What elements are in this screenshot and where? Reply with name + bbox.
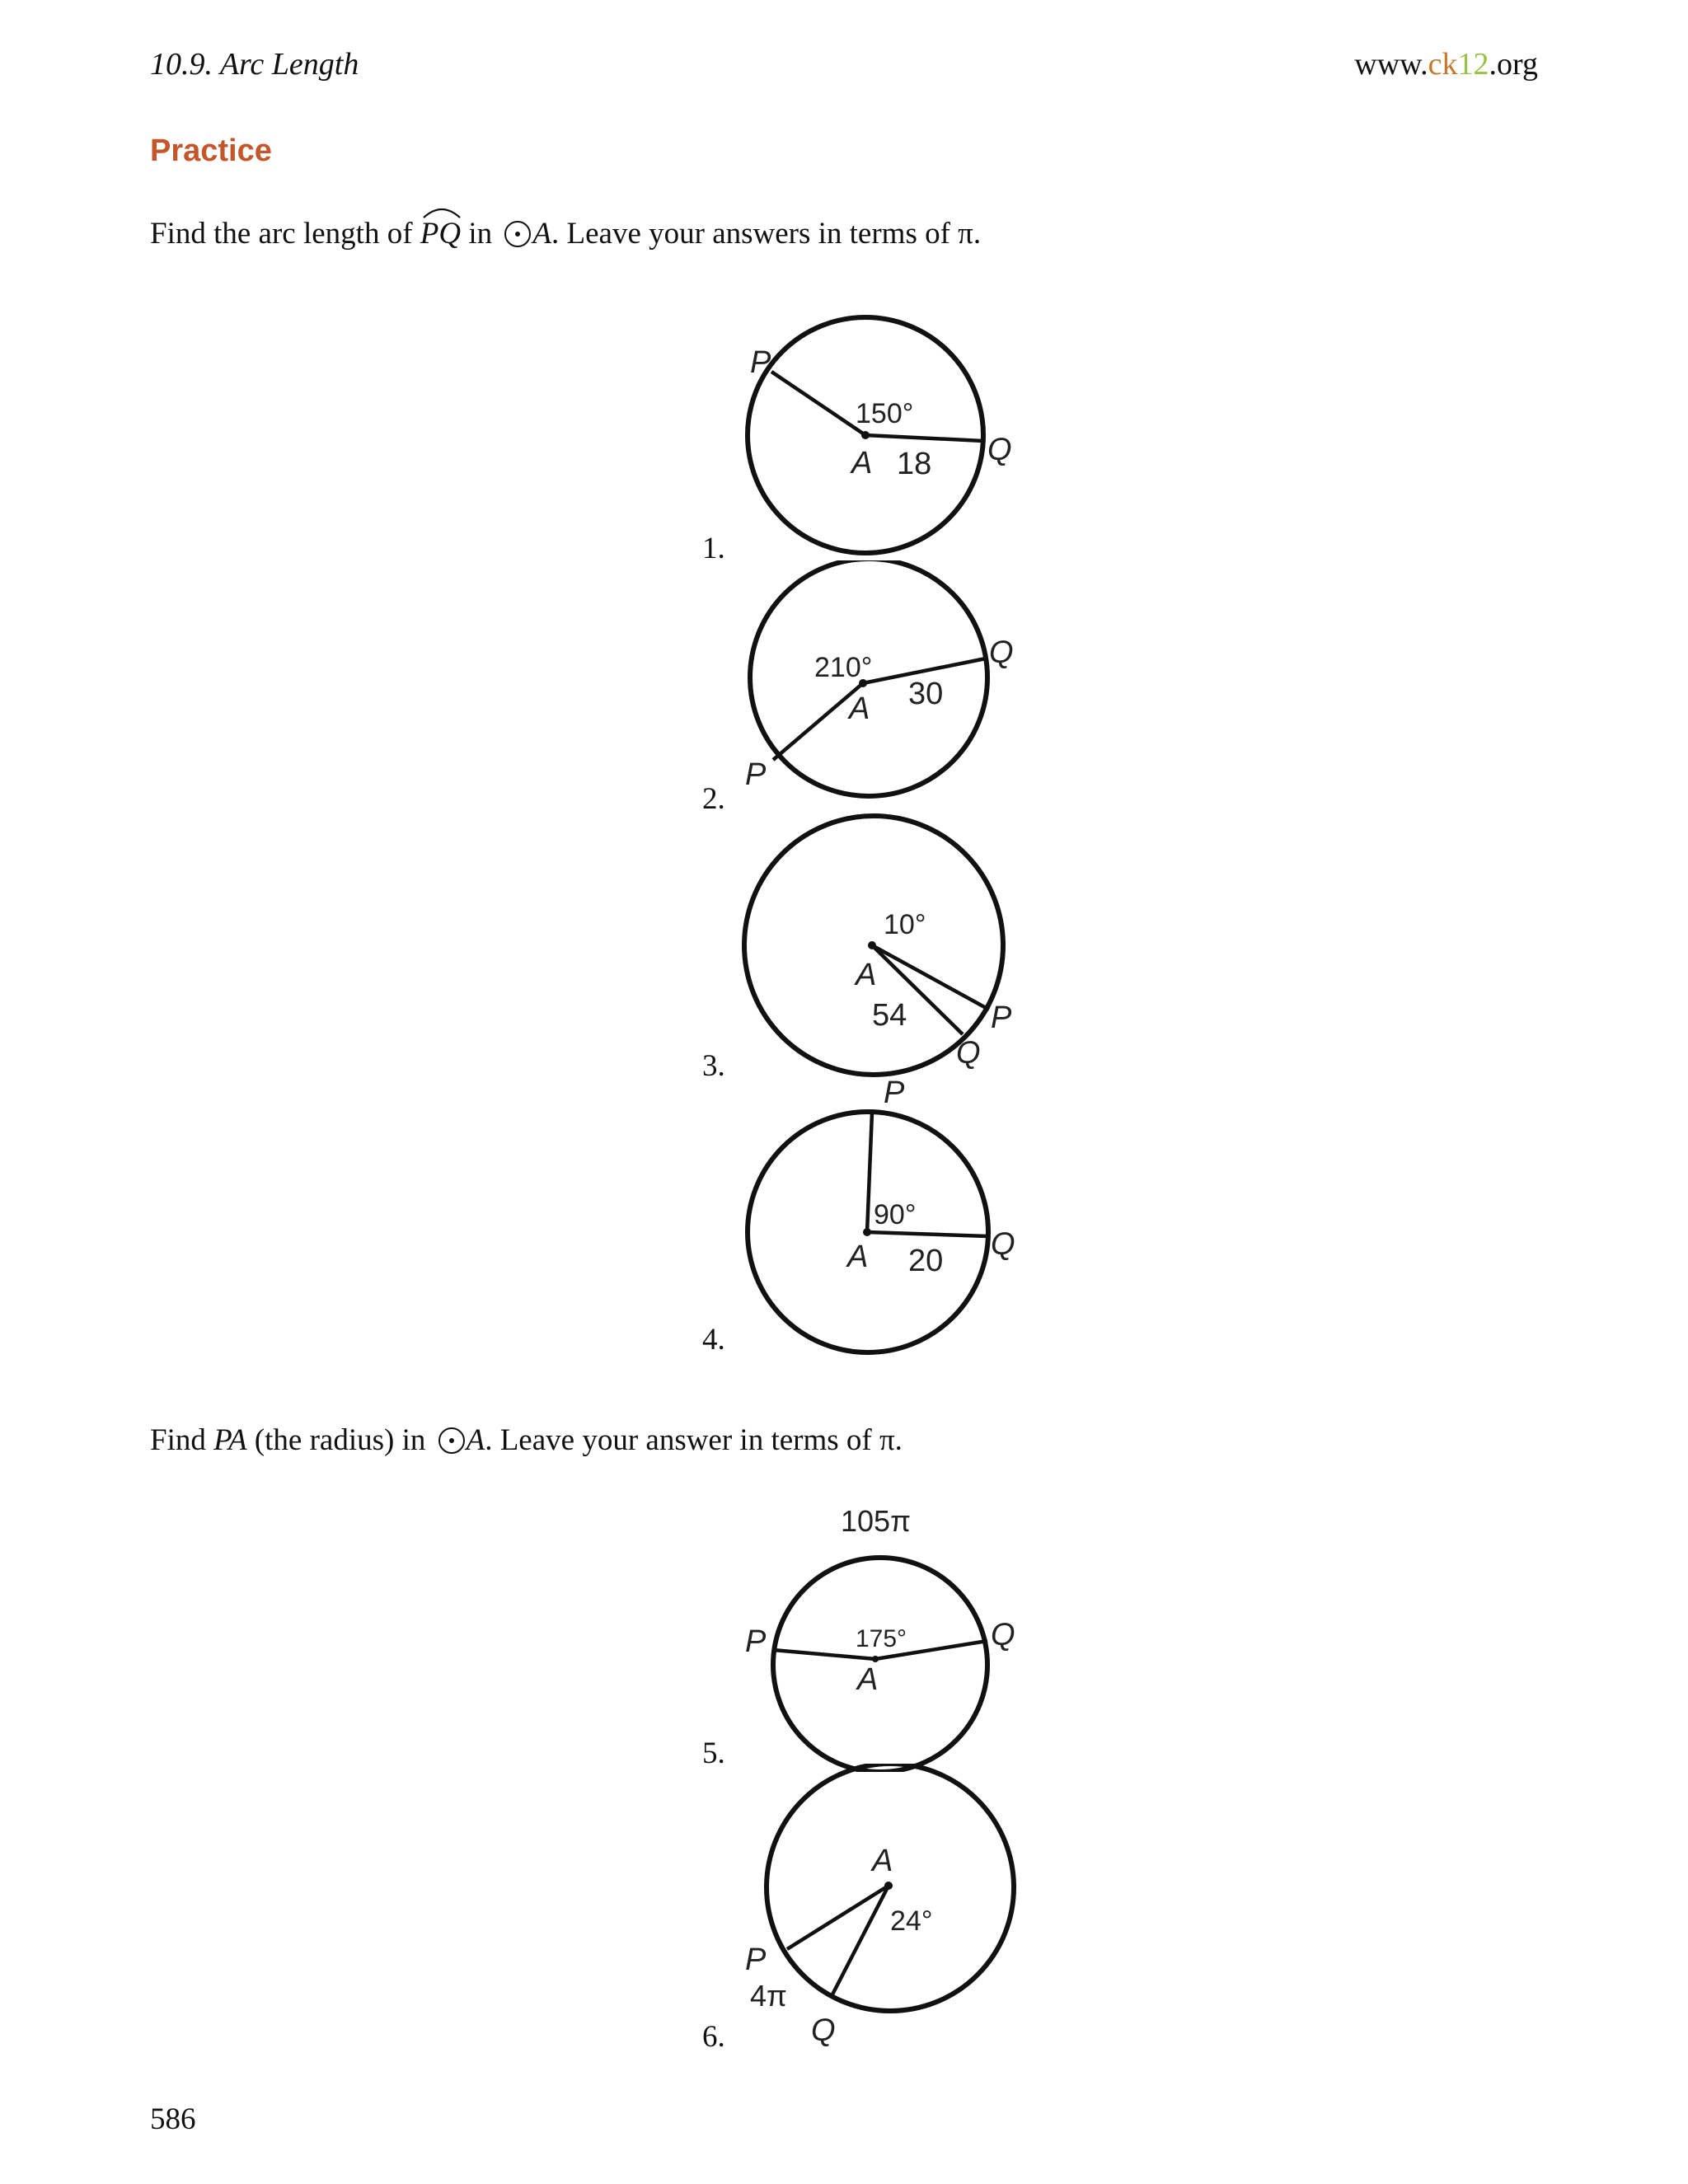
center-dot [868,941,876,949]
site-num: 12 [1457,47,1489,82]
label-center: A [849,691,870,726]
center-dot [861,431,870,439]
problem-5-diagram [725,1500,1039,1772]
radius-aq [865,435,983,441]
problem-number: 5. [702,1736,725,1770]
angle-label: 24° [890,1905,933,1937]
label-q: Q [811,2013,836,2048]
site-suffix: .org [1489,47,1538,82]
angle-label: 175° [856,1625,907,1652]
problem-number: 3. [702,1049,725,1083]
label-p: P [750,345,771,380]
label-center: A [872,1844,893,1878]
instruction-arc-length [150,216,981,251]
center-dot [872,1656,879,1662]
center-dot [884,1882,893,1890]
circle [773,1558,987,1772]
problem-4-diagram [725,1071,1039,1360]
instr1-arc: PQ [420,217,462,251]
instr1-pre: Find the arc length of [150,217,420,251]
instr1-post: . Leave your answers in terms of π. [551,217,982,251]
circle-dot-icon [438,1427,465,1454]
section-title: Practice [150,134,272,168]
label-center: A [856,958,877,992]
label-p: P [745,757,767,792]
problem-6-diagram [725,1764,1055,2052]
problem-number: 2. [702,782,725,816]
arc-notation [420,216,461,251]
problem-number: 1. [702,532,725,565]
label-p: P [745,1943,767,1977]
label-p: P [991,1001,1012,1035]
radius-label: 54 [872,998,907,1033]
angle-label: 150° [856,398,914,429]
radius-ap [867,1113,872,1232]
instr1-circle: A [532,217,551,251]
instr2-post: . Leave your answer in terms of π. [485,1423,903,1457]
label-q: Q [987,433,1012,467]
site-ck: ck [1428,47,1458,82]
angle-label: 210° [814,652,873,683]
label-q: Q [991,1618,1015,1652]
label-q: Q [956,1036,981,1071]
site-prefix: www. [1354,47,1428,82]
arc-label: 105π [841,1504,911,1538]
radius-label: 30 [908,677,944,711]
problem-number: 6. [702,2020,725,2054]
instr2-pa: PA [213,1423,247,1457]
radius-aq [867,1232,987,1236]
problem-3-diagram [725,812,1055,1084]
instr2-mid: (the radius) in [246,1423,434,1457]
label-p: P [745,1624,767,1659]
instr2-pre: Find [150,1423,214,1457]
running-header-site[interactable] [1354,46,1538,82]
label-q: Q [989,635,1014,670]
problem-2-diagram [725,560,1039,816]
radius-ap [771,372,865,435]
running-header-section: 10.9. Arc Length [150,47,359,82]
problem-1-diagram [725,305,1039,569]
problem-number: 4. [702,1323,725,1357]
label-center: A [847,1240,869,1274]
instr1-mid: in [461,217,500,251]
radius-label: 18 [897,447,932,481]
angle-label: 10° [884,909,926,940]
angle-label: 90° [874,1199,917,1230]
label-q: Q [991,1227,1015,1262]
arc-hat-icon [420,204,463,219]
arc-label: 4π [750,1979,787,2013]
page-number: 586 [150,2102,196,2136]
center-dot [863,1228,871,1236]
label-center: A [857,1662,879,1697]
radius-label: 20 [908,1244,944,1278]
instruction-radius [150,1422,903,1458]
circle-dot-icon [504,221,531,247]
label-center: A [851,446,873,480]
instr2-circle: A [466,1423,485,1457]
label-p: P [884,1076,905,1110]
